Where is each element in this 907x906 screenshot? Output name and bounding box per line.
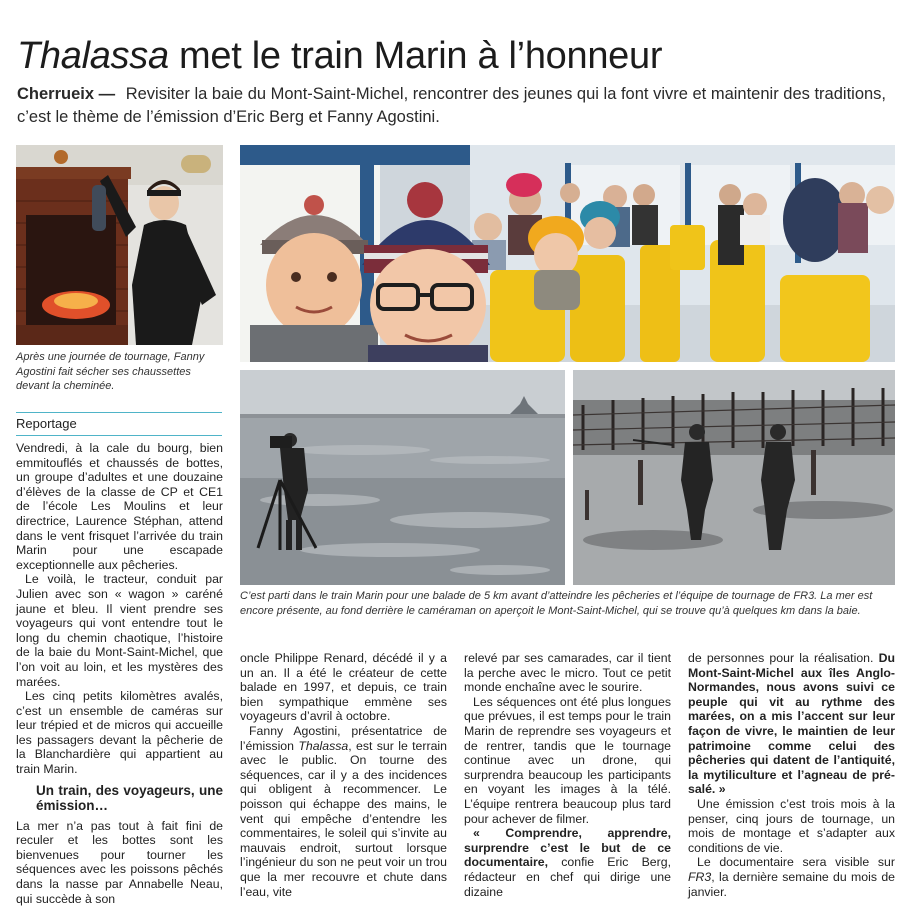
photo-fishery xyxy=(573,370,895,585)
text-run: Fanny Agostini, présentatrice de l’émission xyxy=(240,723,447,753)
lead-text: Revisiter la baie du Mont-Saint-Michel, rencontrer des jeunes qui la font vivre et maintenir des traditions, c’est le thème de l’émission d’Eric Berg et Fanny Agostini. xyxy=(17,85,886,126)
column-2 xyxy=(240,651,447,899)
paragraph: Les cinq petits kilomètres avalés, c’est un ensemble de caméras sur leur trépied et de micros qui accueille les passagers devant la pêcherie de la Blanchardière qui appartient au train Marin. xyxy=(16,689,223,777)
paragraph xyxy=(688,651,895,797)
photo-train-kids xyxy=(240,145,895,362)
quote: « Comprendre, apprendre, surprendre c’est le but de ce documentaire, xyxy=(464,826,671,870)
paragraph xyxy=(464,826,671,899)
text-run: Le documentaire sera visible sur xyxy=(697,855,895,870)
photo-cameraman-beach xyxy=(240,370,565,585)
paragraph: Les séquences ont été plus longues que prévues, il est temps pour le train Marin de reprendre ses voyageurs et de rentrer, tandis que le tournage continue avec un drone, qui surprendra beaucoup les participants en voyant les images à la télé. L’équipe rentrera beaucoup plus tard pour achever de filmer. xyxy=(464,694,671,826)
text-run: confie Eric Berg, rédacteur en chef qui dirige une dizaine xyxy=(464,855,671,899)
paragraph: Le voilà, le tracteur, conduit par Julien avec son « wagon » caréné jaune et bleu. Il vient prendre ses voyageurs qui vont entendre tout le long du chemin chaotique, l’histoire de la baie du Mont-Saint-Michel, que l’on voit au loin, et les mystères des marées. xyxy=(16,572,223,689)
text-run: , la dernière semaine du mois de janvier. xyxy=(688,869,895,899)
column-3 xyxy=(464,651,671,899)
article-title xyxy=(17,34,662,78)
caption-beach: C’est parti dans le train Marin pour une balade de 5 km avant d’atteindre les pêcheries et l’équipe de tournage de FR3. La mer est encore présente, au fond derrière le caméraman on aperçoit le Mont-Saint-Michel, qui se trouve qu’à quelques km dans la baie. xyxy=(240,590,873,617)
photo-fireplace xyxy=(16,145,223,345)
subheading: Un train, des voyageurs, une émission… xyxy=(36,782,223,813)
paragraph: oncle Philippe Renard, décédé il y a un an. Il a été le créateur de cette balade en 1997, et depuis, ce train bien sympathique emmène ses voyageurs d’avril à octobre. xyxy=(240,651,447,724)
quote: Du Mont-Saint-Michel aux îles Anglo-Normandes, nous avons suivi ce peuple qui vit au rythme des marées, on a mis l’accent sur leur façon de vivre, le maintien de leur patrimoine comme celui des pêcheries qui datent de l’antiquité, la mytiliculture et l’agneau de pré-salé. » xyxy=(688,651,895,797)
title-rest: met le train Marin à l’honneur xyxy=(168,35,663,77)
emphasis: FR3 xyxy=(688,869,712,884)
column-1 xyxy=(16,441,223,906)
article-lead xyxy=(17,83,897,129)
section-label: Reportage xyxy=(16,412,222,436)
paragraph: relevé par ses camarades, car il tient la perche avec le micro. Tout ce petit monde enchaîne avec le sourire. xyxy=(464,651,671,695)
paragraph: Vendredi, à la cale du bourg, bien emmitouflés et chaussés de bottes, un groupe d’adultes et une douzaine d’élèves de la classe de CP et CE1 de l’école Les Moulins et leur directrice, Laurence Stéphan, attend dans le vent frisquet l’arrivée du train Marin pour une escapade exceptionnelle aux pêcheries. xyxy=(16,441,223,572)
caption-fireplace: Après une journée de tournage, Fanny Agostini fait sécher ses chaussettes devant la cheminée. xyxy=(16,351,205,392)
paragraph: Une émission c’est trois mois à la penser, cinq jours de tournage, un mois de montage et s’adapter aux conditions de vie. xyxy=(688,796,895,855)
paragraph: La mer n’a pas tout à fait fini de reculer et les bottes sont les bienvenues pour tourner les séquences avec les poissons pêchés dans la nasse par Annabelle Neau, qui succède à son xyxy=(16,818,223,906)
paragraph xyxy=(240,724,447,899)
dateline: Cherrueix — xyxy=(17,85,116,103)
paragraph xyxy=(688,855,895,899)
column-4 xyxy=(688,651,895,899)
emphasis: Thalassa xyxy=(298,738,349,753)
text-run: , est sur le terrain avec le public. On tourne des séquences, car il y a des incidences qui obligent à recommencer. Le poisson qui échappe des mains, le vent qui empêche d’entendre les commentaires, le soleil qui s’invite au mauvais endroit, surtout lorsque l’ingénieur du son ne peut voir un trou que la mer recouvre et chute dans l’eau, vite xyxy=(240,738,447,899)
text-run: de personnes pour la réalisation. xyxy=(688,651,879,665)
title-emphasis: Thalassa xyxy=(17,35,169,77)
